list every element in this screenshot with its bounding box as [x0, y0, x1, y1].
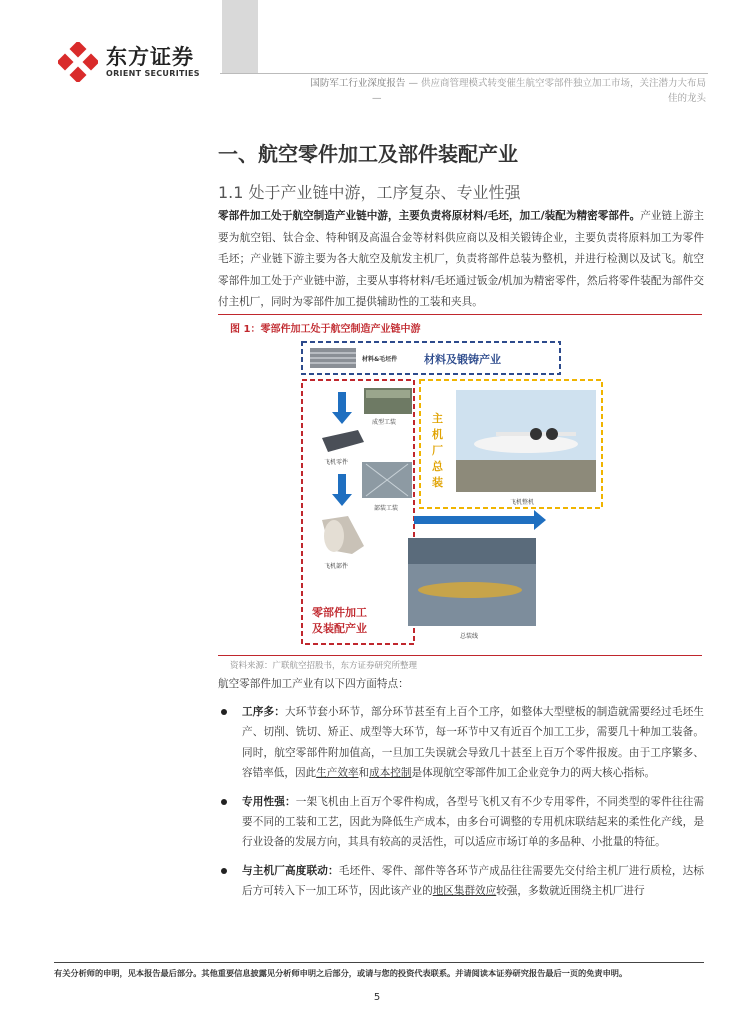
section-heading: 一、航空零件加工及部件装配产业	[218, 142, 518, 166]
bullet-dot-icon	[221, 709, 227, 715]
label-materials-small: 材料&毛坯件	[362, 356, 398, 363]
label-aircraft-component: 飞机部件	[324, 563, 349, 570]
arrow-down-1	[332, 392, 352, 424]
label-parts-industry-1: 零部件加工	[312, 606, 367, 619]
footer-divider	[54, 962, 704, 963]
header-gray-block	[222, 0, 258, 74]
running-header	[232, 76, 706, 106]
aircraft-part-image	[322, 430, 364, 452]
bullet-title: 专用性强：	[242, 795, 296, 808]
report-type: 国防军工行业深度报告	[310, 78, 406, 89]
label-forming: 成型工装	[372, 419, 397, 426]
svg-text:装: 装	[432, 476, 443, 489]
label-parts-industry-2: 及装配产业	[312, 622, 367, 635]
svg-text:厂: 厂	[432, 444, 443, 457]
underlined-term: 生产效率	[316, 767, 359, 780]
figure-top-rule	[218, 314, 702, 315]
brand-name-en: ORIENT SECURITIES	[106, 69, 200, 78]
body-paragraph	[218, 206, 704, 314]
list-item	[218, 702, 704, 784]
subsection-heading: 1.1 处于产业链中游，工序复杂、专业性强	[218, 183, 521, 202]
figure-caption: 图 1：零部件加工处于航空制造产业链中游	[230, 324, 421, 335]
bullet-title: 与主机厂高度联动：	[242, 864, 339, 877]
bullet-text: 和	[358, 767, 370, 780]
features-intro: 航空零部件加工产业有以下四方面特点：	[218, 678, 409, 690]
header-divider	[220, 73, 708, 74]
figure-source: 资料来源：广联航空招股书，东方证券研究所整理	[230, 661, 418, 671]
paragraph-lead: 零部件加工处于航空制造产业链中游，主要负责将原材料/毛坯，加工/装配为精密零部件。	[218, 210, 641, 222]
footer-disclaimer: 有关分析师的申明，见本报告最后部分。其他重要信息披露见分析师申明之后部分，或请与您的投资代表联系。并请阅读本证券研究报告最后一页的免责申明。	[54, 968, 628, 978]
feature-list	[218, 702, 704, 910]
bullet-text: 是体现航空零部件加工企业竞争力的两大核心指标。	[411, 767, 656, 780]
report-title-line2: 佳的龙头	[667, 93, 706, 104]
figure-bottom-rule	[218, 655, 702, 656]
bullet-dot-icon	[221, 799, 227, 805]
label-aircraft-whole: 飞机整机	[510, 499, 535, 506]
header-dash: —	[372, 93, 382, 104]
brand-name-cn: 东方证券	[106, 45, 194, 69]
svg-text:总: 总	[432, 460, 443, 473]
oem-vertical-label	[432, 411, 444, 489]
bullet-text: 大环节套小环节，部分环节甚至有上百个工序，如整体大型壁板的制造就需要经过毛坯生产、切削、铣切、矫正、成型等大环节，每一环节中又有近百个加工工步，需要几十种加工装备。同时，航空零部件附加值高，一旦加工失误就会导致几十甚至上百万个零件报废。由于工序繁多、容错率低，因此	[242, 706, 705, 780]
svg-text:机: 机	[432, 428, 443, 441]
report-title-line1: 供应商管理模式转变催生航空零部件独立加工市场，关注潜力大布局	[420, 78, 706, 89]
header-separator: —	[408, 78, 418, 89]
bullet-text: 一架飞机由上百万个零件构成，各型号飞机又有不少专用零件，不同类型的零件往往需要不同的工装和工艺，因此为降低生产成本，由多台可调整的专用机床联结起来的柔性化产线，是行业设备的发展方向，其具有较高的灵活性，可以适应市场订单的多品种、小批量的特征。	[242, 795, 705, 849]
list-item	[218, 861, 704, 902]
bullet-text: 毛坯件、零件、部件等各环节产成品往往需要先交付给主机厂进行质检，达标后方可转入下一加工环节，因此该产业的	[242, 864, 705, 898]
supply-chain-figure	[300, 340, 604, 648]
page-number: 5	[373, 992, 381, 1003]
bullet-text: 较强，多数就近围绕主机厂进行	[496, 885, 645, 898]
label-materials-big: 材料及锻铸产业	[424, 353, 501, 366]
label-aircraft-part: 飞机零件	[324, 459, 349, 466]
underlined-term: 成本控制	[369, 767, 412, 780]
underlined-term: 地区集群效应	[432, 885, 497, 898]
list-item	[218, 792, 704, 853]
bullet-dot-icon	[221, 868, 227, 874]
parts-industry-box	[302, 380, 414, 644]
paragraph-body: 产业链上游主要为航空铝、钛合金、特种钢及高温合金等材料供应商以及相关锻铸企业，主要负责将原料加工为零件毛坯；产业链下游主要为各大航空及航发主机厂，负责将部件总装为整机，并进行检测以及试飞。航空零部件加工处于产业链中游，主要从事将材料/毛坯通过钣金/机加为精密零件，然后将零件装配为部件交付主机厂，同时为零部件加工提供辅助性的工装和夹具。	[218, 210, 704, 309]
arrow-right-to-oem	[414, 510, 546, 530]
label-assembly-tooling: 部装工装	[374, 505, 399, 512]
orient-logo-icon	[58, 42, 98, 82]
bullet-title: 工序多：	[242, 706, 285, 718]
brand-logo	[58, 42, 200, 82]
svg-text:主: 主	[432, 412, 443, 425]
label-final-line: 总装线	[460, 633, 479, 640]
arrow-down-2	[332, 474, 352, 506]
